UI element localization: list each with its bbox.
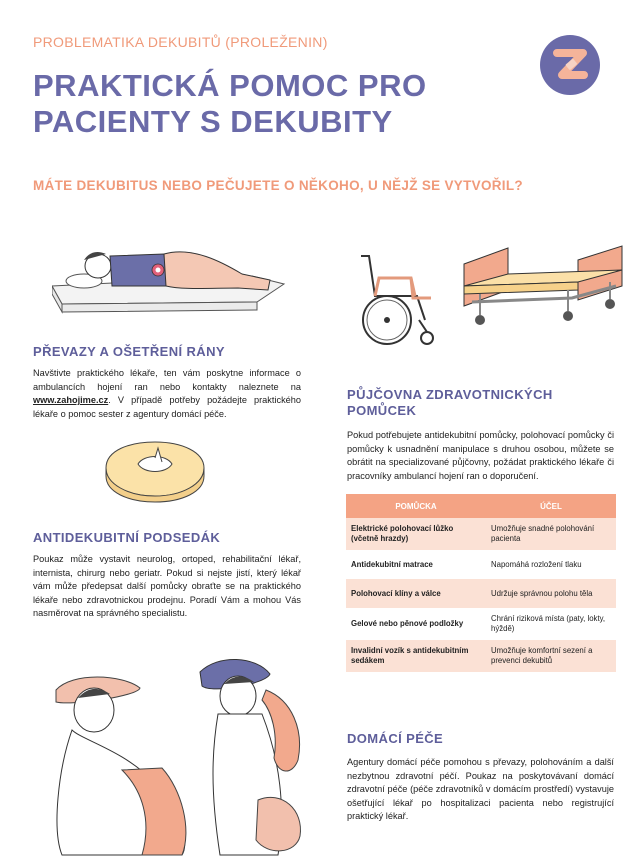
table-row: Antidekubitní matrace Napomáhá rozložení tlaku	[346, 550, 616, 579]
table-row: Polohovací klíny a válce Udržuje správnou polohu těla	[346, 579, 616, 608]
homecare-text: Agentury domácí péče pomohou s převazy, polohováním a další nezbytnou zdravotní péčí. Poukaz na poskytovávaní domácí zdravotní péče (péče zdravotníků v domácím prostředí) vystavuje ošetřující lékař po hospitalizaci pacienta nebo registrující praktický lékař.	[347, 757, 614, 822]
cushion-text: Poukaz může vystavit neurolog, ortoped, rehabilitační lékař, internista, chirurg nebo geriatr. Pokud si nejste jistí, který lékař vám může předepsat další pomůcky obraťte se na praktického lékaře nebo zdravotnickou prodejnu. Poradí Vám a mohou Vás nasměrovat na správného specialistu.	[33, 554, 301, 619]
page-subtitle: MÁTE DEKUBITUS NEBO PEČUJETE O NĚKOHO, U NĚJŽ SE VYTVOŘIL?	[33, 178, 523, 193]
zahojime-link[interactable]: www.zahojime.cz	[33, 395, 109, 406]
table-row: Gelové nebo pěnové podložky Chrání riziková místa (paty, lokty, hýždě)	[346, 608, 616, 640]
homecare-heading: DOMÁCÍ PÉČE	[347, 731, 444, 746]
bandages-text: Navštivte praktického lékaře, ten vám poskytne informace o ambulancích hojení ran nebo kontakty naleznete na www.zahojime.cz. V případě potřeby požádejte praktického lékaře o pomoc sester z agentury domácí péče.	[33, 368, 301, 419]
table-header-aid: POMŮCKA	[346, 494, 486, 518]
rental-heading: PŮJČOVNA ZDRAVOTNICKÝCH POMŮCEK	[347, 387, 553, 418]
positioning-pillows-illustration	[42, 650, 312, 860]
logo	[540, 35, 600, 95]
table-row: Invalidní vozík s antidekubitním sedákem Umožňuje komfortní sezení a prevenci dekubitů	[346, 640, 616, 672]
rental-text: Pokud potřebujete antidekubitní pomůcky, polohovací pomůcky či pomůcky k usnadnění manipulace s druhou osobou, můžete se obrátit na specializované půjčovny, požádat praktického lékaře či pracovníky ambulancí hojení ran o doporučení.	[347, 430, 614, 481]
aids-table	[346, 494, 616, 672]
title-line-2: PACIENTY S DEKUBITY	[33, 104, 393, 139]
cushion-heading: ANTIDEKUBITNÍ PODSEDÁK	[33, 530, 221, 545]
table-header-purpose: ÚČEL	[486, 494, 616, 518]
table-row: Elektrické polohovací lůžko (včetně hrazdy) Umožňuje snadné polohování pacienta	[346, 518, 616, 550]
patient-lying-illustration	[52, 238, 292, 318]
title-line-1: PRAKTICKÁ POMOC PRO	[33, 68, 427, 103]
hospital-bed-illustration	[458, 242, 628, 337]
bandages-heading: PŘEVAZY A OŠETŘENÍ RÁNY	[33, 344, 225, 359]
page-title	[33, 68, 493, 140]
page-kicker: PROBLEMATIKA DEKUBITŮ (PROLEŽENIN)	[33, 34, 328, 50]
cushion-illustration	[100, 438, 210, 503]
wheelchair-illustration	[355, 250, 440, 350]
